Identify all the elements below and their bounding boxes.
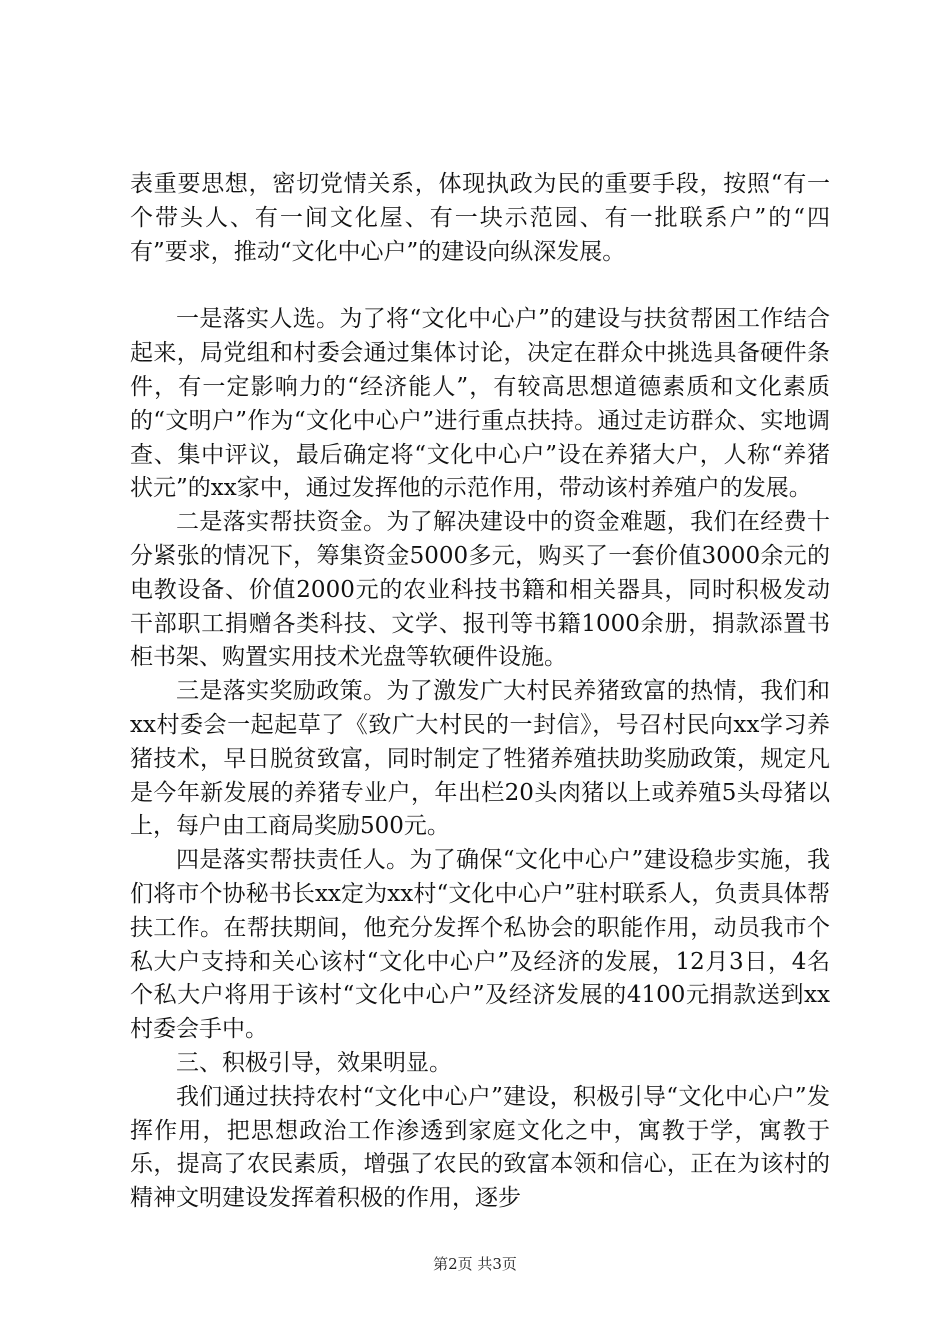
section-heading-results: 三、积极引导，效果明显。 <box>176 1049 452 1076</box>
paragraph-continuation: 表重要思想，密切党情关系，体现执政为民的重要手段，按照“有一个带头人、有一间文化屋、有一块示范园、有一批联系户”的“四有”要求，推动“文化中心户”的建设向纵深发展。 <box>130 171 830 265</box>
document-body <box>130 168 830 1216</box>
page-number-footer: 第2页 共3页 <box>433 1255 517 1273</box>
paragraph-funding: 二是落实帮扶资金。为了解决建设中的资金难题，我们在经费十分紧张的情况下，筹集资金5000多元，购买了一套价值3000余元的电教设备、价值2000元的农业科技书籍和相关器具，同时积极发动干部职工捐赠各类科技、文学、报刊等书籍1000余册，捐款添置书柜书架、购置实用技术光盘等软硬件设施。 <box>130 509 830 671</box>
paragraph-selection: 一是落实人选。为了将“文化中心户”的建设与扶贫帮困工作结合起来，局党组和村委会通过集体讨论，决定在群众中挑选具备硬件条件，有一定影响力的“经济能人”，有较高思想道德素质和文化素质的“文明户”作为“文化中心户”进行重点扶持。通过走访群众、实地调查、集中评议，最后确定将“文化中心户”设在养猪大户，人称“养猪状元”的xx家中，通过发挥他的示范作用，带动该村养殖户的发展。 <box>130 306 830 502</box>
paragraph-results: 我们通过扶持农村“文化中心户”建设，积极引导“文化中心户”发挥作用，把思想政治工作渗透到家庭文化之中，寓教于学，寓教于乐，提高了农民素质，增强了农民的致富本领和信心，正在为该村的精神文明建设发挥着积极的作用，逐步 <box>130 1083 830 1212</box>
paragraph-incentive-policy: 三是落实奖励政策。为了激发广大村民养猪致富的热情，我们和xx村委会一起起草了《致广大村民的一封信》，号召村民向xx学习养猪技术，早日脱贫致富，同时制定了牲猪养殖扶助奖励政策，规定凡是今年新发展的养猪专业户，年出栏20头肉猪以上或养殖5头母猪以上，每户由工商局奖励500元。 <box>130 678 830 840</box>
paragraph-responsible-person: 四是落实帮扶责任人。为了确保“文化中心户”建设稳步实施，我们将市个协秘书长xx定为xx村“文化中心户”驻村联系人，负责具体帮扶工作。在帮扶期间，他充分发挥个私协会的职能作用，动员我市个私大户支持和关心该村“文化中心户”及经济的发展，12月3日，4名个私大户将用于该村“文化中心户”及经济发展的4100元捐款送到xx村委会手中。 <box>130 847 830 1043</box>
